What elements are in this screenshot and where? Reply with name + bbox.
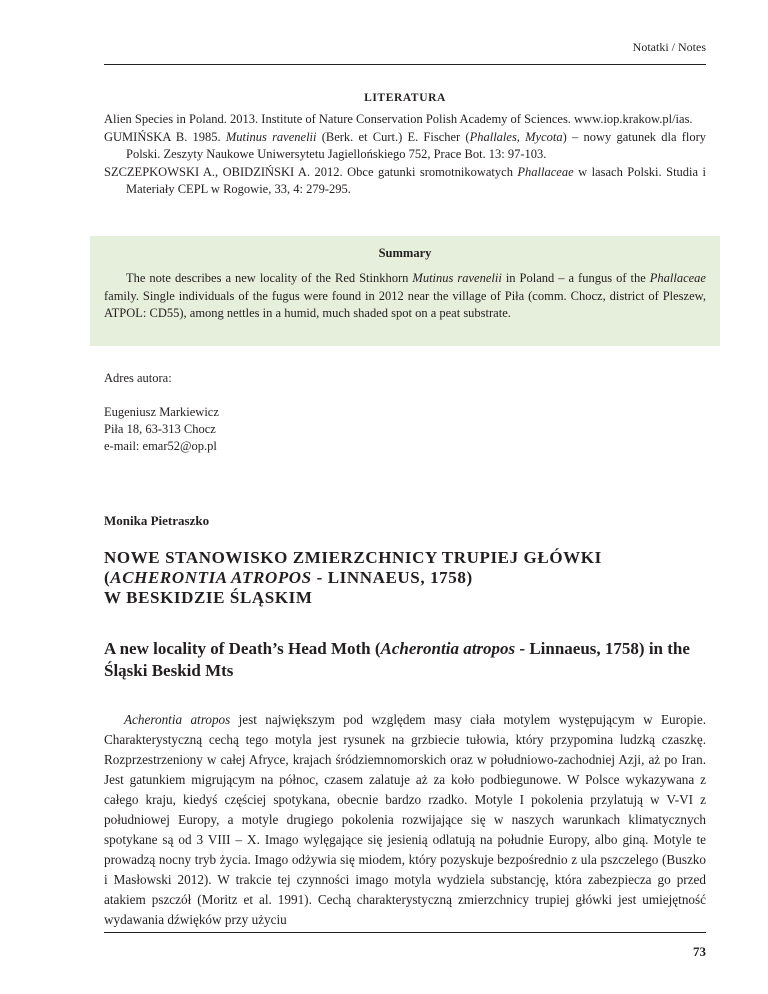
title-part: - LINNAEUS, 1758) (311, 568, 473, 587)
summary-part: family. Single individuals of the fugus were found in 2012 near the village of Piła (comm. Chocz, district of Pleszew, ATPOL: CD55), among nettles in a humid, much shaded spot on a peat substrate. (104, 288, 706, 320)
summary-part: in Poland – a fungus of the (501, 271, 650, 285)
title-species: ACHERONTIA ATROPOS (110, 568, 312, 587)
reference-item (104, 111, 706, 129)
summary-title: Summary (378, 246, 432, 260)
reference-item (104, 129, 706, 164)
reference-text: ) – nowy gatunek dla flory Polski. Zeszyty Naukowe Uniwersytetu Jagiellońskiego 752, Prace Bot. 13: 97-103. (126, 129, 707, 161)
reference-text: w lasach Polski. Studia i Materiały CEPL w Rogowie, 33, 4: 279-295. (126, 164, 706, 196)
title-line: W BESKIDZIE ŚLĄSKIM (104, 588, 313, 607)
address-street: Piła 18, 63-313 Chocz (104, 422, 216, 436)
article-author: Monika Pietraszko (104, 513, 210, 528)
body-paragraph: jest największym pod względem masy ciała motylem występującym w Europie. Charakterystyczną cechą tego motyla jest rysunek na grzbiecie tułowia, który przypomina ludzką czaszkę. Rozprzestrzeniony w całej Afryce, krajach śródziemnomorskich oraz w południowo-zachodniej Azji, aż po Iran. Jest gatunkiem migrującym na północ, czasem zalatuje aż za koło podbiegunowe. W Polsce wykazywana z całego kraju, kiedyś częściej spotykana, obecnie bardzo rzadko. Motyle I pokolenia przylatują w V-VI z południowej Europy, a motyle drugiego pokolenia rozwijające się w naszych warunkach klimatycznych spotykane są od 3 VIII – X. Imago wylęgające się jesienią odlatują na południe Europy, albo giną. Motyle te prowadzą nocny tryb życia. Imago odżywia się miodem, który pozyskuje bezpośrednio z ula pszczelego (Buszko i Masłowski 2012). W trakcie tej czynności imago motyla wydziela substancję, która zabezpiecza go przed atakiem pszczół (Moritz et al. 1991). Cechą charakterystyczną zmierzchnicy trupiej główki jest umiejętność wydawania dźwięków przy użyciu (104, 712, 707, 927)
reference-text: GUMIŃSKA B. 1985. (104, 129, 226, 144)
summary-box (90, 236, 720, 346)
article-title-polish (104, 548, 706, 608)
reference-item (104, 164, 706, 199)
title-part: - Linnaeus, 1758) in the Śląski Beskid Mts (104, 639, 690, 680)
reference-list (104, 111, 706, 199)
author-address (104, 370, 219, 455)
reference-text: (Berk. et Curt.) E. Fischer ( (316, 129, 470, 144)
title-line: NOWE STANOWISKO ZMIERZCHNICY TRUPIEJ GŁÓWKI (104, 548, 602, 567)
reference-taxon: Phallaceae (517, 164, 574, 179)
title-part: ( (104, 568, 111, 587)
address-name: Eugeniusz Markiewicz (104, 405, 219, 419)
literature-heading: LITERATURA (364, 92, 446, 104)
title-part: A new locality of Death’s Head Moth ( (104, 639, 381, 658)
body-species: Acherontia atropos (124, 712, 231, 727)
reference-text: SZCZEPKOWSKI A., OBIDZIŃSKI A. 2012. Obce gatunki sromotnikowatych (104, 164, 518, 179)
reference-species: Mutinus ravenelii (225, 129, 317, 144)
title-line (104, 568, 706, 588)
reference-taxon: Phallales, Mycota (469, 129, 563, 144)
address-email: e-mail: emar52@op.pl (104, 439, 217, 453)
address-label: Adres autora: (104, 371, 172, 385)
title-species: Acherontia atropos (380, 639, 516, 658)
article-body (104, 710, 706, 930)
summary-text (104, 270, 706, 323)
article-title-english (104, 638, 706, 682)
page-number: 73 (693, 944, 706, 959)
summary-species: Mutinus ravenelii (412, 271, 502, 285)
reference-text: Alien Species in Poland. 2013. Institute of Nature Conservation Polish Academy of Sciences. www.iop.krakow.pl/ias. (104, 112, 693, 126)
summary-part: The note describes a new locality of the Red Stinkhorn (126, 271, 413, 285)
footer-divider (104, 932, 706, 933)
summary-taxon: Phallaceae (649, 271, 706, 285)
header-divider (104, 64, 706, 65)
running-header: Notatki / Notes (632, 40, 706, 54)
